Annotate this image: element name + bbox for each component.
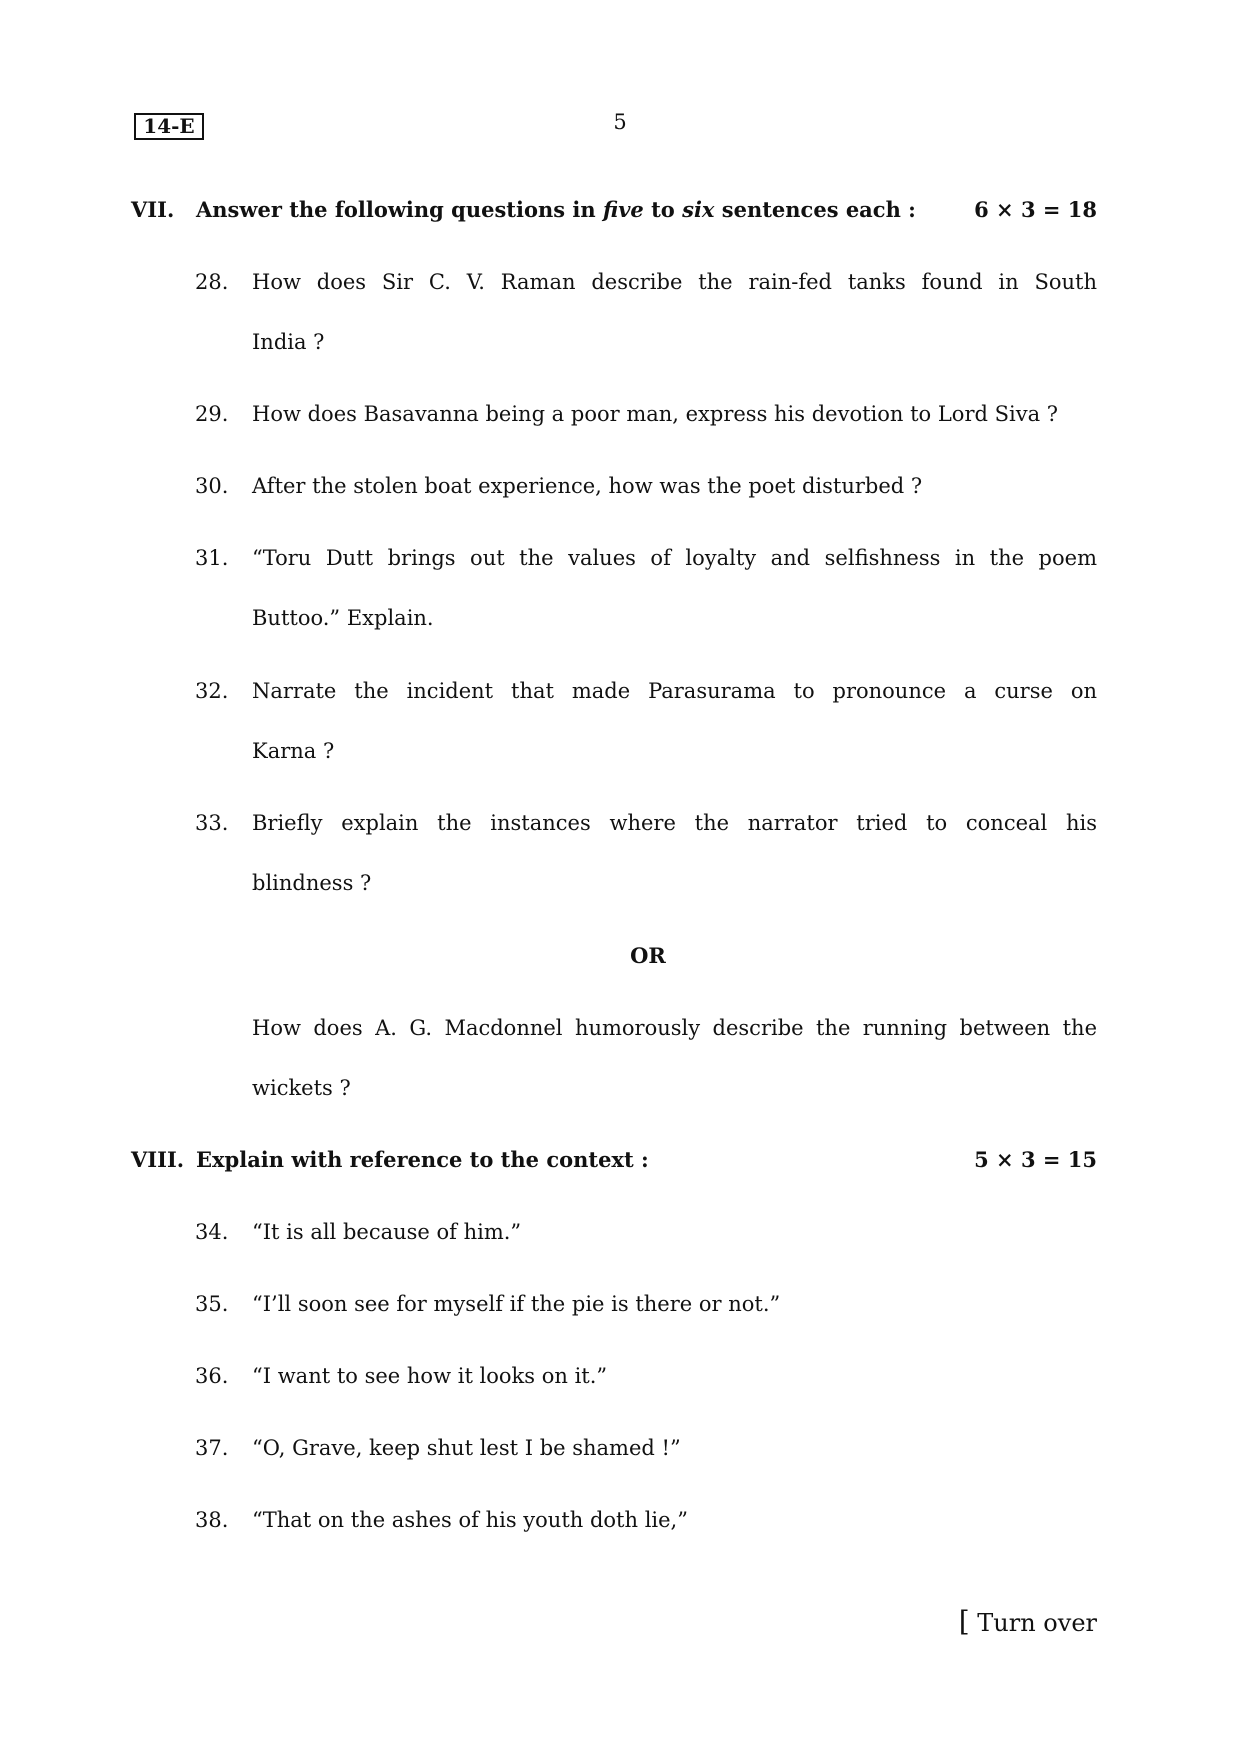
section-roman-numeral: VII.: [131, 197, 175, 222]
question-text: Briefly explain the instances where the narrator tried to conceal his: [252, 811, 1097, 835]
question-text-continued: blindness ?: [252, 871, 372, 895]
question-number: 38.: [195, 1508, 229, 1532]
question-text: After the stolen boat experience, how was the poet disturbed ?: [252, 474, 923, 498]
question-text: How does Basavanna being a poor man, express his devotion to Lord Siva ?: [252, 402, 1059, 426]
section-instruction: Explain with reference to the context :: [196, 1147, 649, 1172]
question-text-continued: Buttoo.” Explain.: [252, 606, 434, 630]
paper-code: 14-E: [134, 113, 204, 140]
section-marks: 6 × 3 = 18: [974, 197, 1097, 222]
question-number: 28.: [195, 270, 229, 294]
section-instruction: Answer the following questions in five to six sentences each :: [196, 197, 916, 222]
question-number: 32.: [195, 679, 229, 703]
question-number: 34.: [195, 1220, 229, 1244]
question-number: 37.: [195, 1436, 229, 1460]
question-number: 29.: [195, 402, 229, 426]
question-text: “Toru Dutt brings out the values of loyalty and selfishness in the poem: [252, 546, 1097, 570]
question-text: “That on the ashes of his youth doth lie,”: [252, 1508, 688, 1532]
question-text-continued: India ?: [252, 330, 325, 354]
question-text-continued: wickets ?: [252, 1076, 351, 1100]
question-text: How does Sir C. V. Raman describe the rain-fed tanks found in South: [252, 270, 1097, 294]
question-text: “I’ll soon see for myself if the pie is there or not.”: [252, 1292, 781, 1316]
bracket-glyph: [: [958, 1605, 970, 1638]
section-marks: 5 × 3 = 15: [974, 1147, 1097, 1172]
question-text: Narrate the incident that made Parasurama to pronounce a curse on: [252, 679, 1097, 703]
question-text-continued: Karna ?: [252, 739, 335, 763]
turn-over-text: Turn over: [977, 1609, 1097, 1637]
question-number: 30.: [195, 474, 229, 498]
or-divider: OR: [630, 943, 666, 968]
question-number: 35.: [195, 1292, 229, 1316]
question-text: “I want to see how it looks on it.”: [252, 1364, 608, 1388]
question-text: “It is all because of him.”: [252, 1220, 522, 1244]
question-number: 31.: [195, 546, 229, 570]
section-roman-numeral: VIII.: [131, 1147, 185, 1172]
question-text: “O, Grave, keep shut lest I be shamed !”: [252, 1436, 681, 1460]
question-text: How does A. G. Macdonnel humorously describe the running between the: [252, 1016, 1097, 1040]
turn-over-note: [959, 1606, 1097, 1639]
page-number: 5: [613, 110, 627, 134]
question-number: 36.: [195, 1364, 229, 1388]
question-number: 33.: [195, 811, 229, 835]
